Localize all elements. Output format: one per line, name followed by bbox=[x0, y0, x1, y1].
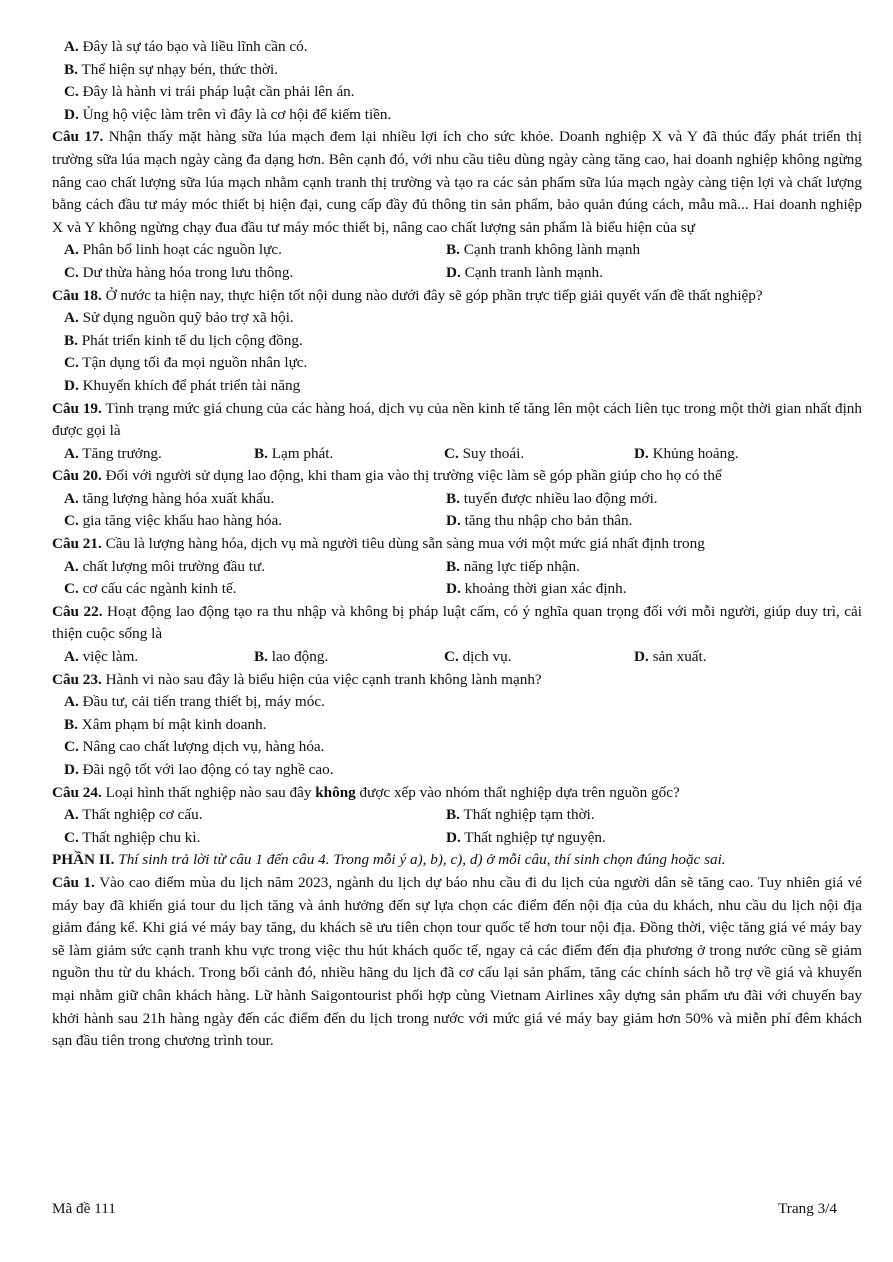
option-b: B. lao động. bbox=[254, 648, 329, 666]
option-b: B. Thất nghiệp tạm thời. bbox=[446, 806, 595, 824]
part-2-question-1: Câu 1. Vào cao điểm mùa du lịch năm 2023, ngành du lịch dự báo nhu cầu đi du lịch của người dân sẽ tăng cao. Tuy nhiên giá vé máy bay đã khiến giá tour du lịch tăng và ảnh hưởng đến sự lựa chọn các điểm đến nội địa của du khách, nhu cầu du lịch nội địa giảm đáng kể. Khi giá vé máy bay tăng, du khách sẽ ưu tiên chọn tour quốc tế hơn tour nội địa. Đồng thời, việc tăng giá vé máy bay sẽ làm giảm sức cạnh tranh khu vực trong việc thu hút khách quốc tế, ngay cả các điểm đến địa phương ở trong nước cũng sẽ giảm nguồn thu từ du khách. Trong bối cảnh đó, nhiều hãng du lịch đã cơ cấu lại sản phẩm, tăng các chính sách hỗ trợ về giá và khuyến mại nhằm giữ chân khách hàng. Lữ hành Saigontourist phối hợp cùng Vietnam Airlines xây dựng sản phẩm ưu đãi với chuyến bay khởi hành sau 21h hàng ngày đến các điểm đến du lịch trong nước với mức giá vé máy bay giảm hơn 50% và miễn phí đêm khách sạn đầu tiên trong chương trình tour. bbox=[52, 873, 862, 1050]
option-b: B. Cạnh tranh không lành mạnh bbox=[446, 241, 641, 259]
option-d: D. sản xuất. bbox=[634, 648, 707, 666]
page-number: Trang 3/4 bbox=[778, 1200, 837, 1217]
option-c: C. Tận dụng tối đa mọi nguồn nhân lực. bbox=[64, 354, 308, 372]
option-c: C. Suy thoái. bbox=[444, 444, 525, 462]
option-a: A. Sử dụng nguồn quỹ bảo trợ xã hội. bbox=[64, 309, 294, 327]
option-b: B. Phát triển kinh tế du lịch cộng đồng. bbox=[64, 331, 303, 349]
option-b: B. Lạm phát. bbox=[254, 444, 334, 462]
question-24: Câu 24. Loại hình thất nghiệp nào sau đây không được xếp vào nhóm thất nghiệp dựa trên nguồn gốc? bbox=[52, 783, 680, 801]
exam-page bbox=[52, 36, 862, 1053]
option-d: D. Khuyến khích để phát triển tài năng bbox=[64, 376, 301, 394]
question-19: Câu 19. Tình trạng mức giá chung của các hàng hoá, dịch vụ của nền kinh tế tăng lên một cách liên tục trong một thời gian nhất định được gọi là bbox=[52, 399, 862, 440]
question-19-options bbox=[52, 443, 862, 466]
option-b: B. năng lực tiếp nhận. bbox=[446, 557, 580, 575]
option-a: A. chất lượng môi trường đầu tư. bbox=[64, 557, 266, 575]
option-b: B. tuyển được nhiều lao động mới. bbox=[446, 489, 658, 507]
part-2-heading: PHẦN II. Thí sinh trả lời từ câu 1 đến câu 4. Trong mỗi ý a), b), c), d) ở mỗi câu, thí sinh chọn đúng hoặc sai. bbox=[52, 851, 726, 869]
option-d: D. tăng thu nhập cho bản thân. bbox=[446, 512, 633, 530]
option-a: A. Phân bổ linh hoạt các nguồn lực. bbox=[64, 241, 282, 259]
exam-code: Mã đề 111 bbox=[52, 1200, 116, 1217]
question-21: Câu 21. Cầu là lượng hàng hóa, dịch vụ mà người tiêu dùng sẵn sàng mua với một mức giá nhất định trong bbox=[52, 535, 705, 553]
question-20: Câu 20. Đối với người sử dụng lao động, khi tham gia vào thị trường việc làm sẽ góp phần giúp cho họ có thể bbox=[52, 467, 722, 485]
option-a: A. Đây là sự táo bạo và liều lĩnh cần có. bbox=[64, 38, 308, 55]
option-a: A. tăng lượng hàng hóa xuất khẩu. bbox=[64, 489, 275, 507]
option-a: A. Thất nghiệp cơ cấu. bbox=[64, 806, 203, 824]
option-c: C. dịch vụ. bbox=[444, 648, 512, 666]
option-b: B. Xâm phạm bí mật kinh doanh. bbox=[64, 715, 267, 733]
option-d: D. khoảng thời gian xác định. bbox=[446, 580, 627, 598]
option-a: A. Đầu tư, cải tiến trang thiết bị, máy móc. bbox=[64, 693, 325, 711]
option-a: A. Tăng trưởng. bbox=[64, 444, 162, 462]
question-22: Câu 22. Hoạt động lao động tạo ra thu nhập và không bị pháp luật cấm, có ý nghĩa quan trọng đối với mỗi người, giúp duy trì, cải thiện cuộc sống là bbox=[52, 602, 862, 643]
option-c: C. cơ cấu các ngành kinh tế. bbox=[64, 580, 237, 598]
option-c: C. Đây là hành vi trái pháp luật cần phải lên án. bbox=[64, 83, 355, 101]
question-17-options bbox=[52, 239, 862, 284]
option-c: C. Nâng cao chất lượng dịch vụ, hàng hóa. bbox=[64, 738, 325, 756]
question-18: Câu 18. Ở nước ta hiện nay, thực hiện tốt nội dung nào dưới đây sẽ góp phần trực tiếp giải quyết vấn đề thất nghiệp? bbox=[52, 286, 763, 304]
page-footer bbox=[52, 1200, 837, 1218]
option-b: B. Thể hiện sự nhạy bén, thức thời. bbox=[64, 60, 279, 78]
option-d: D. Thất nghiệp tự nguyện. bbox=[446, 828, 606, 846]
question-21-options bbox=[52, 556, 862, 601]
question-17: Câu 17. Nhận thấy mặt hàng sữa lúa mạch đem lại nhiều lợi ích cho sức khỏe. Doanh nghiệp X và Y đã thúc đẩy phát triển thị trường sữa lúa mạch ngày càng đa dạng hơn. Bên cạnh đó, với nhu cầu tiêu dùng ngày càng tăng cao, hai doanh nghiệp không ngừng nâng cao chất lượng sữa lúa mạch nhằm cạnh tranh thị trường và tạo ra các sản phẩm sữa lúa mạch ngày càng tiện lợi và chất lượng bằng cách đầu tư máy móc thiết bị hiện đại, cung cấp đầy đủ thông tin sản phẩm, bảo quản đúng cách, mẫu mã... Hai doanh nghiệp X và Y không ngừng chạy đua đầu tư máy móc thiết bị, nâng cao chất lượng sản phẩm là biểu hiện của sự bbox=[52, 128, 862, 236]
option-c: C. gia tăng việc khẩu hao hàng hóa. bbox=[64, 512, 283, 530]
question-23: Câu 23. Hành vi nào sau đây là biểu hiện của việc cạnh tranh không lành mạnh? bbox=[52, 670, 542, 688]
option-d: D. Ủng hộ việc làm trên vì đây là cơ hội để kiếm tiền. bbox=[64, 105, 392, 123]
question-20-options bbox=[52, 488, 862, 533]
option-d: D. Cạnh tranh lành mạnh. bbox=[446, 263, 603, 281]
question-22-options bbox=[52, 646, 862, 669]
option-d: D. Khủng hoảng. bbox=[634, 444, 739, 462]
option-a: A. việc làm. bbox=[64, 648, 139, 666]
option-c: C. Dư thừa hàng hóa trong lưu thông. bbox=[64, 263, 294, 281]
option-d: D. Đãi ngộ tốt với lao động có tay nghề cao. bbox=[64, 761, 334, 778]
option-c: C. Thất nghiệp chu kì. bbox=[64, 828, 201, 846]
question-24-options bbox=[52, 804, 862, 849]
